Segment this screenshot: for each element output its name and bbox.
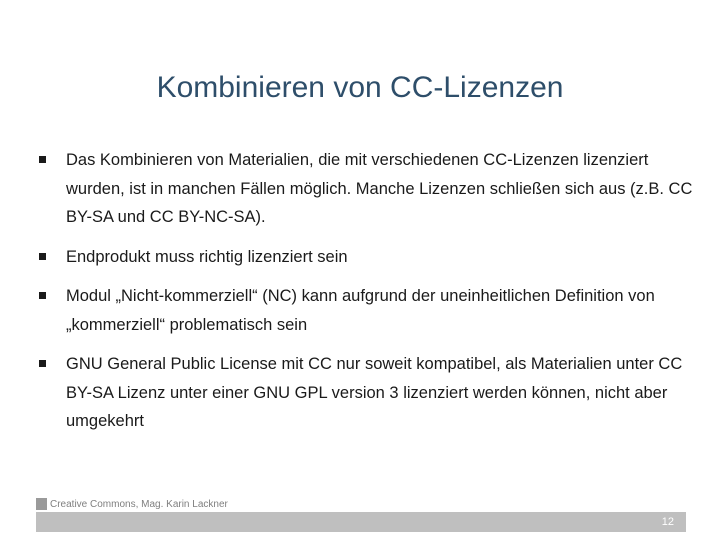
footer-square-icon: [36, 498, 47, 510]
bullet-text: Das Kombinieren von Materialien, die mit verschiedenen CC-Lizenzen lizenziert wurden, ist in manchen Fällen möglich. Manche Lizenzen schließen sich aus (z.B. CC BY-SA und CC BY-NC-SA).: [66, 151, 693, 226]
slide-title: Kombinieren von CC-Lizenzen: [156, 71, 564, 105]
square-bullet-icon: [39, 360, 46, 367]
footer-bar: [36, 512, 686, 532]
bullet-item: [38, 146, 698, 232]
bullet-item: [38, 350, 698, 436]
page-number: 12: [661, 516, 674, 528]
footer-credit: Creative Commons, Mag. Karin Lackner: [50, 499, 228, 510]
square-bullet-icon: [39, 292, 46, 299]
bullet-list: [38, 146, 698, 447]
bullet-text: Endprodukt muss richtig lizenziert sein: [66, 247, 348, 266]
bullet-item: [38, 243, 698, 272]
bullet-text: Modul „Nicht-kommerziell“ (NC) kann aufgrund der uneinheitlichen Definition von „kommerziell“ problematisch sein: [66, 287, 655, 334]
square-bullet-icon: [39, 253, 46, 260]
square-bullet-icon: [39, 156, 46, 163]
bullet-text: GNU General Public License mit CC nur soweit kompatibel, als Materialien unter CC BY-SA Lizenz unter einer GNU GPL version 3 lizenziert werden können, nicht aber umgekehrt: [66, 355, 683, 430]
bullet-item: [38, 282, 698, 339]
